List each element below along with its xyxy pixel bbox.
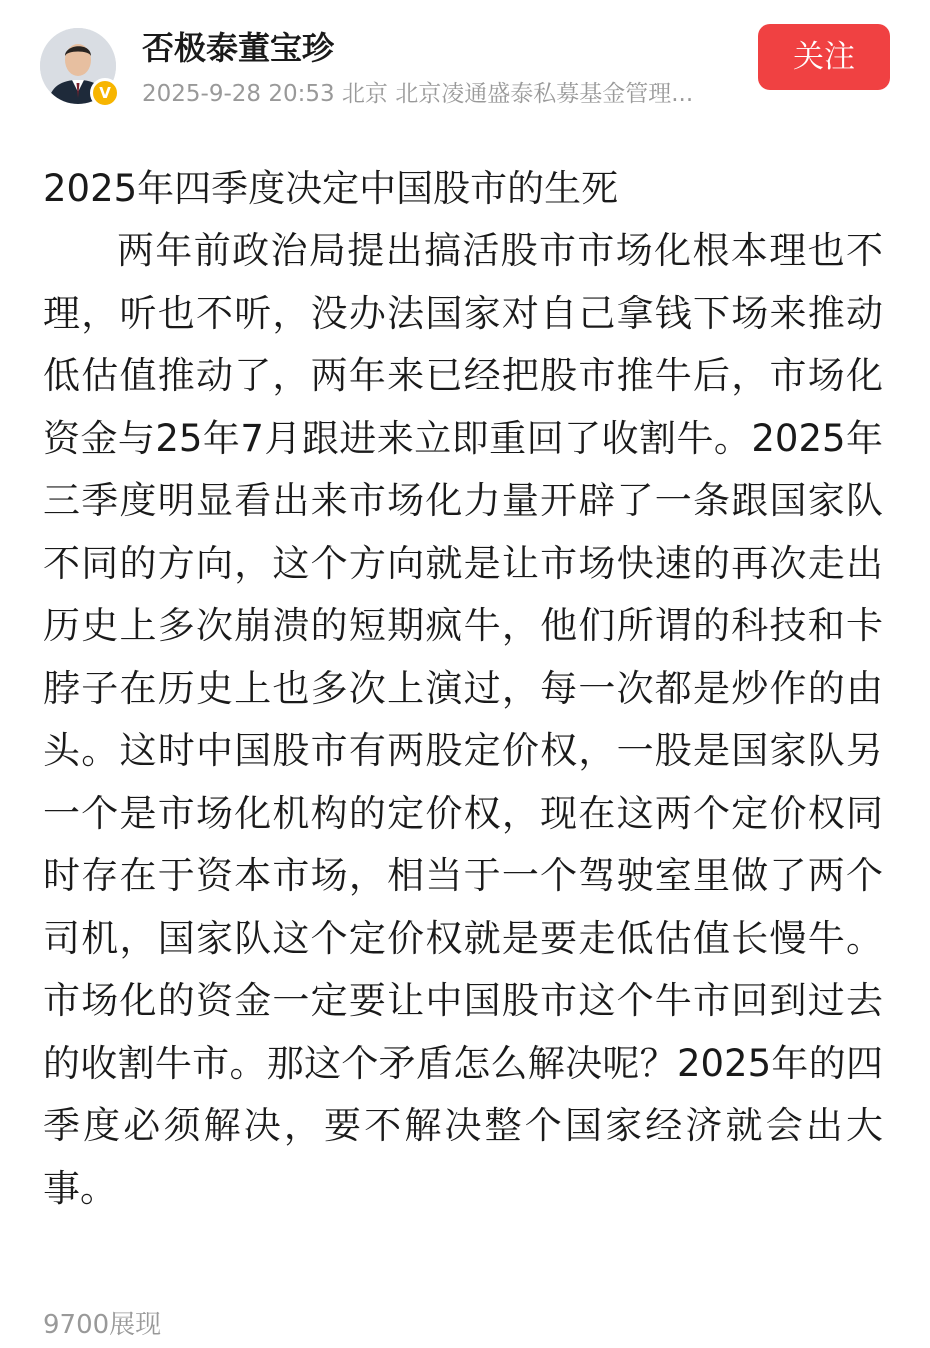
follow-button[interactable]: 关注	[758, 24, 890, 90]
post-content	[43, 158, 883, 1220]
post-title: 2025年四季度决定中国股市的生死	[43, 167, 619, 210]
verified-icon: V	[90, 78, 120, 108]
author-name[interactable]: 否极泰董宝珍	[142, 29, 335, 67]
post-meta: 2025-9-28 20:53 北京 北京凌通盛泰私募基金管理...	[142, 81, 694, 107]
post-header	[0, 0, 930, 130]
post-body: 两年前政治局提出搞活股市市场化根本理也不理，听也不听，没办法国家对自己拿钱下场来推动低估值推动了，两年来已经把股市推牛后，市场化资金与25年7月跟进来立即重回了收割牛。2025年三季度明显看出来市场化力量开辟了一条跟国家队不同的方向，这个方向就是让市场快速的再次走出历史上多次崩溃的短期疯牛，他们所谓的科技和卡脖子在历史上也多次上演过，每一次都是炒作的由头。这时中国股市有两股定价权，一股是国家队另一个是市场化机构的定价权，现在这两个定价权同时存在于资本市场，相当于一个驾驶室里做了两个司机，国家队这个定价权就是要走低估值长慢牛。市场化的资金一定要让中国股市这个牛市回到过去的收割牛市。那这个矛盾怎么解决呢？2025年的四季度必须解决，要不解决整个国家经济就会出大事。	[43, 229, 883, 1210]
view-count: 9700展现	[43, 1310, 162, 1340]
